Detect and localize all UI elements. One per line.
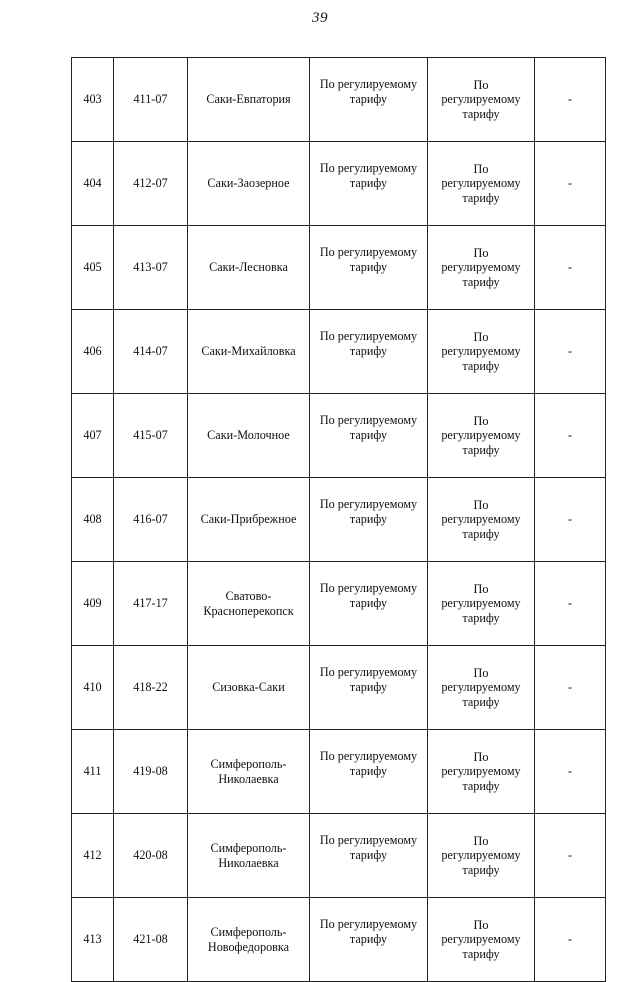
tariff-cell-b [428, 142, 535, 226]
row-number: 411 [72, 730, 114, 814]
route-code: 413-07 [114, 226, 188, 310]
tariff-a-line: По регулируемому [319, 245, 418, 259]
empty-value-dash: - [535, 898, 606, 982]
tariff-a-line: По регулируемому [319, 161, 418, 175]
tariff-b-line: тарифу [462, 442, 500, 457]
tariff-a-line: тарифу [349, 847, 388, 862]
row-number: 407 [72, 394, 114, 478]
tariff-cell-b [428, 898, 535, 982]
tariff-a-line: тарифу [349, 259, 388, 274]
tariff-b-line: регулируемому [441, 848, 521, 863]
tariff-a-line: тарифу [349, 427, 388, 442]
routes-table-body [72, 58, 606, 982]
table-row [72, 226, 606, 310]
tariff-cell-b [428, 730, 535, 814]
route-name-line: Николаевка [218, 855, 279, 870]
empty-value-dash: - [535, 562, 606, 646]
tariff-a-line: По регулируемому [319, 329, 418, 343]
tariff-b-line: тарифу [462, 946, 500, 961]
tariff-a-line: тарифу [349, 91, 388, 106]
route-name [188, 562, 310, 646]
tariff-b-line: регулируемому [441, 680, 521, 695]
route-name-line: Сватово- [225, 589, 272, 603]
tariff-a-line: тарифу [349, 175, 388, 190]
route-name-line: Симферополь- [210, 757, 287, 771]
tariff-a-line: тарифу [349, 595, 388, 610]
tariff-a-line: По регулируемому [319, 413, 418, 427]
route-code: 412-07 [114, 142, 188, 226]
route-name [188, 142, 310, 226]
route-name [188, 730, 310, 814]
route-name [188, 58, 310, 142]
tariff-b-line: тарифу [462, 526, 500, 541]
tariff-cell-b [428, 226, 535, 310]
tariff-b-line: регулируемому [441, 512, 521, 527]
empty-value-dash: - [535, 58, 606, 142]
tariff-a-line: По регулируемому [319, 581, 418, 595]
tariff-b-line: регулируемому [441, 764, 521, 779]
tariff-cell-b [428, 646, 535, 730]
tariff-cell-b [428, 814, 535, 898]
route-name-line: Саки-Лесновка [209, 260, 288, 275]
route-name-line: Саки-Прибрежное [200, 512, 297, 527]
row-number: 406 [72, 310, 114, 394]
tariff-b-line: По [473, 665, 489, 680]
tariff-cell-b [428, 58, 535, 142]
table-row [72, 562, 606, 646]
tariff-a-line: По регулируемому [319, 917, 418, 931]
tariff-b-line: тарифу [462, 106, 500, 121]
tariff-cell-a [310, 898, 428, 982]
tariff-b-line: тарифу [462, 694, 500, 709]
route-code: 411-07 [114, 58, 188, 142]
route-name-line: Сизовка-Саки [212, 680, 285, 695]
tariff-b-line: По [473, 917, 489, 932]
tariff-cell-b [428, 562, 535, 646]
tariff-a-line: тарифу [349, 763, 388, 778]
tariff-b-line: По [473, 329, 489, 344]
tariff-b-line: регулируемому [441, 932, 521, 947]
tariff-cell-b [428, 394, 535, 478]
tariff-b-line: регулируемому [441, 596, 521, 611]
table-row [72, 394, 606, 478]
tariff-cell-a [310, 478, 428, 562]
tariff-cell-a [310, 226, 428, 310]
tariff-cell-a [310, 310, 428, 394]
route-code: 421-08 [114, 898, 188, 982]
tariff-a-line: По регулируемому [319, 833, 418, 847]
tariff-b-line: тарифу [462, 358, 500, 373]
tariff-a-line: По регулируемому [319, 665, 418, 679]
tariff-b-line: тарифу [462, 610, 500, 625]
route-name-line: Симферополь- [210, 925, 287, 939]
route-code: 419-08 [114, 730, 188, 814]
tariff-b-line: регулируемому [441, 428, 521, 443]
tariff-cell-a [310, 58, 428, 142]
route-name-line: Саки-Молочное [207, 428, 290, 443]
tariff-cell-b [428, 478, 535, 562]
row-number: 413 [72, 898, 114, 982]
empty-value-dash: - [535, 310, 606, 394]
route-name-line: Саки-Михайловка [201, 344, 296, 359]
tariff-b-line: По [473, 833, 489, 848]
tariff-b-line: По [473, 581, 489, 596]
tariff-cell-a [310, 814, 428, 898]
tariff-b-line: регулируемому [441, 260, 521, 275]
table-row [72, 898, 606, 982]
tariff-b-line: По [473, 749, 489, 764]
row-number: 412 [72, 814, 114, 898]
table-row [72, 646, 606, 730]
empty-value-dash: - [535, 730, 606, 814]
tariff-b-line: По [473, 245, 489, 260]
table-row [72, 310, 606, 394]
table-row [72, 58, 606, 142]
tariff-cell-a [310, 562, 428, 646]
empty-value-dash: - [535, 646, 606, 730]
tariff-cell-a [310, 730, 428, 814]
route-name [188, 478, 310, 562]
route-name-line: Саки-Евпатория [206, 92, 291, 107]
route-name [188, 226, 310, 310]
route-code: 418-22 [114, 646, 188, 730]
route-name [188, 394, 310, 478]
row-number: 409 [72, 562, 114, 646]
row-number: 410 [72, 646, 114, 730]
tariff-a-line: тарифу [349, 511, 388, 526]
row-number: 405 [72, 226, 114, 310]
row-number: 403 [72, 58, 114, 142]
row-number: 404 [72, 142, 114, 226]
row-number: 408 [72, 478, 114, 562]
tariff-b-line: По [473, 497, 489, 512]
tariff-a-line: тарифу [349, 931, 388, 946]
route-code: 417-17 [114, 562, 188, 646]
route-code: 414-07 [114, 310, 188, 394]
route-name-line: Симферополь- [210, 841, 287, 855]
route-code: 416-07 [114, 478, 188, 562]
tariff-b-line: По [473, 77, 489, 92]
tariff-b-line: тарифу [462, 190, 500, 205]
tariff-cell-b [428, 310, 535, 394]
route-code: 420-08 [114, 814, 188, 898]
tariff-a-line: тарифу [349, 679, 388, 694]
tariff-a-line: По регулируемому [319, 749, 418, 763]
route-name-line: Саки-Заозерное [207, 176, 290, 191]
tariff-b-line: тарифу [462, 274, 500, 289]
routes-table [71, 57, 606, 982]
route-name [188, 646, 310, 730]
empty-value-dash: - [535, 814, 606, 898]
table-row [72, 142, 606, 226]
route-name-line: Николаевка [218, 771, 279, 786]
tariff-b-line: регулируемому [441, 176, 521, 191]
tariff-b-line: По [473, 413, 489, 428]
empty-value-dash: - [535, 478, 606, 562]
empty-value-dash: - [535, 142, 606, 226]
route-name-line: Красноперекопск [203, 603, 294, 618]
tariff-cell-a [310, 394, 428, 478]
table-row [72, 478, 606, 562]
tariff-cell-a [310, 142, 428, 226]
page-number: 39 [312, 10, 328, 26]
table-row [72, 814, 606, 898]
tariff-b-line: По [473, 161, 489, 176]
empty-value-dash: - [535, 394, 606, 478]
tariff-b-line: тарифу [462, 862, 500, 877]
route-code: 415-07 [114, 394, 188, 478]
route-name [188, 814, 310, 898]
empty-value-dash: - [535, 226, 606, 310]
tariff-a-line: По регулируемому [319, 77, 418, 91]
tariff-b-line: регулируемому [441, 344, 521, 359]
route-name-line: Новофедоровка [207, 939, 290, 954]
route-name [188, 310, 310, 394]
tariff-cell-a [310, 646, 428, 730]
tariff-a-line: По регулируемому [319, 497, 418, 511]
tariff-a-line: тарифу [349, 343, 388, 358]
tariff-b-line: тарифу [462, 778, 500, 793]
table-row [72, 730, 606, 814]
tariff-b-line: регулируемому [441, 92, 521, 107]
route-name [188, 898, 310, 982]
